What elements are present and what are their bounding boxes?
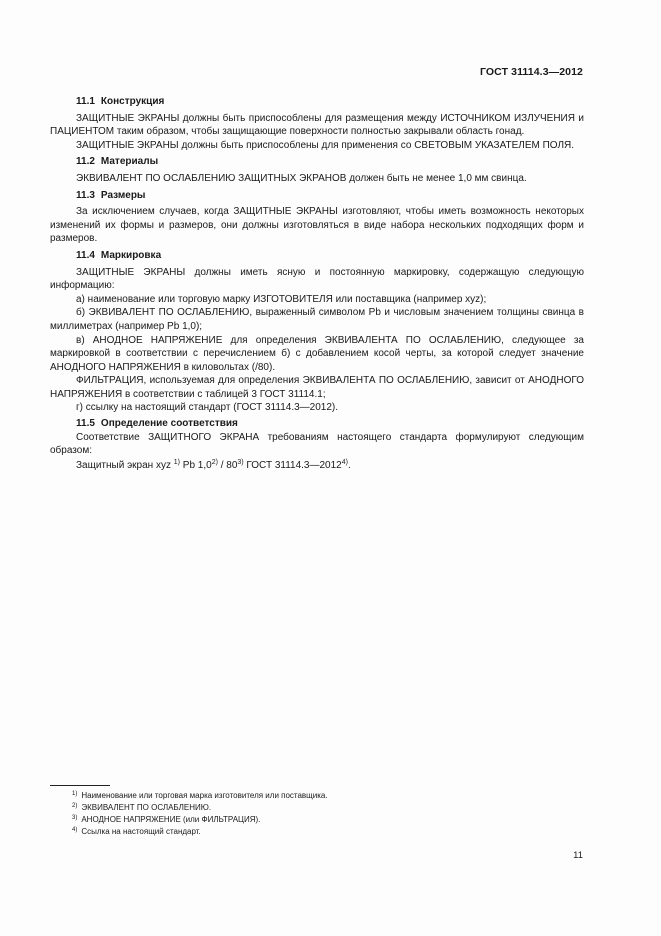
section-11-3-heading: 11.3 Размеры (76, 189, 146, 201)
footnote-2: $^{2)}$ ЭКВИВАЛЕНТ ПО ОСЛАБЛЕНИЮ. (72, 803, 212, 812)
main-content (50, 95, 584, 472)
section-11-1-paragraph-2: ЗАЩИТНЫЕ ЭКРАНЫ должны быть приспособлены для применения со СВЕТОВЫМ УКАЗАТЕЛЕМ ПОЛЯ. (76, 139, 575, 151)
footnotes (50, 790, 584, 838)
section-11-5-paragraph-1: Соответствие ЗАЩИТНОГО ЭКРАНА требованиям настоящего стандарта формулируют следующим образом: (50, 431, 584, 457)
section-11-2-paragraph-1: ЭКВИВАЛЕНТ ПО ОСЛАБЛЕНИЮ ЗАЩИТНЫХ ЭКРАНОВ должен быть не менее 1,0 мм свинца. (76, 172, 527, 184)
filtration-paragraph: ФИЛЬТРАЦИЯ, используемая для определения ЭКВИВАЛЕНТА ПО ОСЛАБЛЕНИЮ, зависит от АНОДНОГО НАПРЯЖЕНИЯ в соответствии с таблицей 3 ГОСТ 31114.1; (50, 375, 584, 400)
list-item-b: б) ЭКВИВАЛЕНТ ПО ОСЛАБЛЕНИЮ, выраженный символом Pb и числовым значением толщины свинца в миллиметрах (например Pb 1,0); (50, 307, 584, 332)
page-number: 11 (573, 850, 583, 861)
marking-example: Защитный экран xyz $^{1)}$ Pb 1,0$^{2)}$ / 80$^{3)}$ ГОСТ 31114.3—2012$^{4)}$. (76, 458, 351, 471)
standard-header: ГОСТ 31114.3—2012 (480, 66, 583, 78)
section-11-1-heading: 11.1 Конструкция (76, 96, 165, 107)
list-item-g: г) ссылку на настоящий стандарт (ГОСТ 31114.3—2012). (76, 402, 339, 414)
footnote-separator (50, 785, 110, 786)
footnote-4: $^{4)}$ Ссылка на настоящий стандарт. (72, 827, 201, 836)
list-item-a: а) наименование или торговую марку ИЗГОТОВИТЕЛЯ или поставщика (например xyz); (76, 293, 487, 305)
section-11-1-paragraph-1: ЗАЩИТНЫЕ ЭКРАНЫ должны быть приспособлены для размещения между ИСТОЧНИКОМ ИЗЛУЧЕНИЯ и ПАЦИЕНТОМ таким образом, чтобы защищающие поверхности полностью закрывали область гонад. (50, 112, 584, 138)
section-11-4-paragraph-1: ЗАЩИТНЫЕ ЭКРАНЫ должны иметь ясную и постоянную маркировку, содержащую следующую информацию: (50, 266, 584, 292)
section-11-3-paragraph-1: За исключением случаев, когда ЗАЩИТНЫЕ ЭКРАНЫ изготовляют, чтобы иметь возможность некоторых изменений их формы и размеров, они должны изготовляться в виде набора нескольких подходящих форм и размеров. (50, 206, 584, 245)
section-11-2-heading: 11.2 Материалы (76, 156, 159, 168)
footnote-1: $^{1)}$ Наименование или торговая марка изготовителя или поставщика. (72, 791, 328, 800)
footnote-3: $^{3)}$ АНОДНОЕ НАПРЯЖЕНИЕ (или ФИЛЬТРАЦИЯ). (72, 815, 261, 824)
section-11-4-heading: 11.4 Маркировка (76, 249, 162, 261)
list-item-v: в) АНОДНОЕ НАПРЯЖЕНИЕ для определения ЭКВИВАЛЕНТА ПО ОСЛАБЛЕНИЮ, следующее за маркировкой в соответствии с перечислением б) с добавлением косой черты, за которой следует значение АНОДНОГО НАПРЯЖЕНИЯ в киловольтах (/80). (50, 334, 584, 373)
section-11-5-heading: 11.5 Определение соответствия (76, 418, 238, 430)
